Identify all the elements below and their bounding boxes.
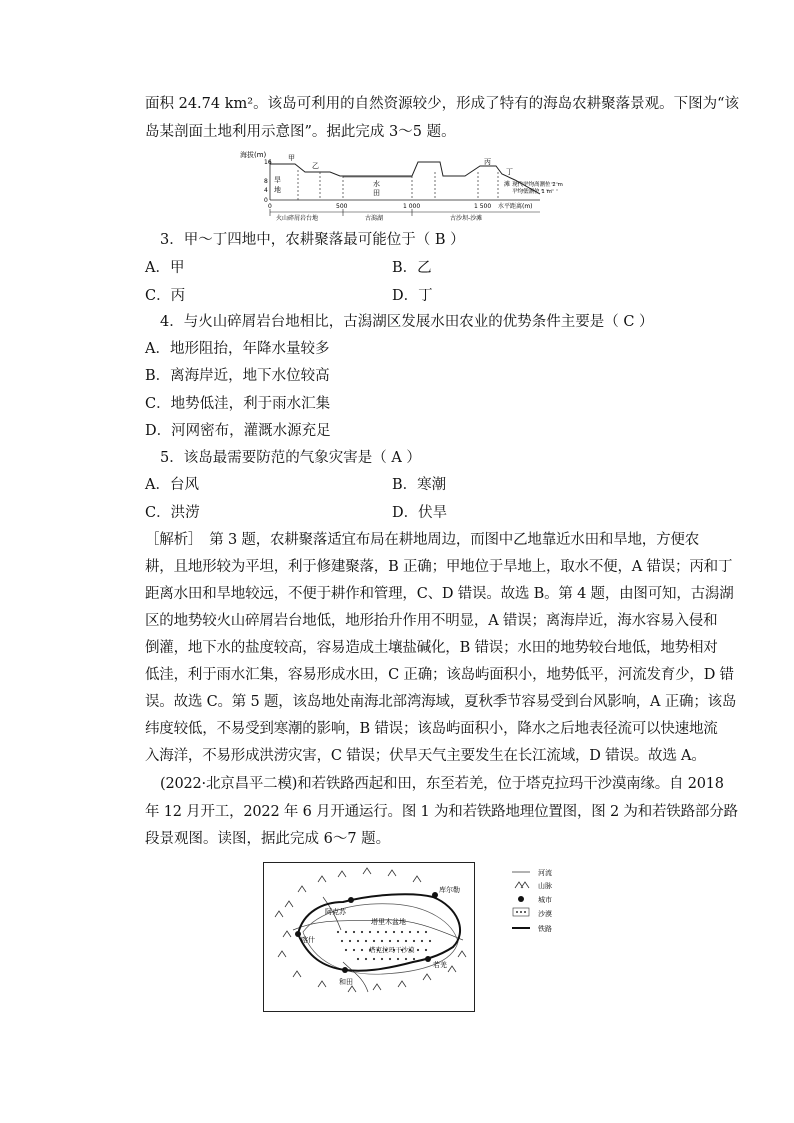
q3-stem: 3．甲～丁四地中，农耕聚落最可能位于（ B ） [160, 232, 465, 248]
profile-label-dry1: 旱 [274, 176, 281, 184]
profile-label-beach: 滩 [504, 181, 511, 188]
legend-label: 沙漠 [538, 910, 552, 918]
profile-x-tick: 1 000 [403, 203, 421, 210]
legend-mountain-symbol [515, 882, 529, 888]
region-label: 塔克拉玛干沙漠 [369, 946, 415, 954]
city-label: 和田 [339, 978, 353, 986]
q4-option-c: C．地势低洼，利于雨水汇集 [145, 396, 331, 412]
city-marker [342, 967, 348, 973]
analysis-line: 耕，且地形较为平坦，利于修建聚落，B 正确；甲地位于旱地上，取水不便，A 错误；丙和丁 [145, 559, 733, 575]
hetian-ruoqiang-railway-map [263, 862, 475, 1012]
q4-option-b: B．离海岸近，地下水位较高 [145, 368, 330, 384]
profile-label-bing: 丙 [484, 158, 491, 166]
profile-label-yi: 乙 [312, 162, 319, 170]
profile-label-paddy2: 田 [373, 189, 380, 197]
city-marker [348, 897, 354, 903]
region-label: 塔里木盆地 [371, 918, 406, 926]
city-label: 阿克苏 [325, 908, 346, 916]
q5-option-a: A．台风 [145, 477, 199, 493]
profile-label-jia: 甲 [288, 154, 295, 162]
intro2-line: 年 12 月开工，2022 年 6 月开通运行。图 1 为和若铁路地理位置图，图 2 为和若铁路部分路 [145, 804, 738, 820]
q3-option-d: D．丁 [392, 288, 433, 304]
profile-label-paddy1: 水 [373, 180, 380, 188]
profile-y-tick: 8 [264, 178, 268, 185]
zone-label: 火山碎屑岩台地 [276, 215, 319, 222]
analysis-line: 入海洋，不易形成洪涝灾害，C 错误；伏旱天气主要发生在长江流域，D 错误。故选 A。 [145, 748, 706, 764]
analysis-line: 误。故选 C。第 5 题，该岛地处南海北部湾海域，夏秋季节容易受到台风影响，A 正确；该岛 [145, 694, 737, 710]
q3-option-a: A．甲 [145, 260, 185, 276]
analysis-line: 低洼，利于雨水汇集，容易形成水田，C 正确；该岛屿面积小，地势低平，河流发育少，D 错 [145, 667, 734, 683]
city-marker [432, 892, 438, 898]
q3-option-b: B．乙 [392, 260, 432, 276]
analysis-line: 距离水田和旱地较远，不便于耕作和管理，C、D 错误。故选 B。第 4 题，由图可知，古潟湖 [145, 586, 734, 602]
city-marker [425, 956, 431, 962]
q5-option-b: B．寒潮 [392, 477, 447, 493]
map-legend [512, 866, 572, 936]
land-use-profile-figure [240, 150, 580, 222]
city-label: 若羌 [433, 961, 447, 969]
q5-option-d: D．伏旱 [392, 505, 448, 521]
zone-label: 古潟湖 [365, 215, 384, 222]
zone-label: 古沙坝-沙滩 [450, 215, 483, 222]
legend-label: 河流 [538, 869, 552, 877]
legend-label: 城市 [538, 896, 552, 904]
legend-label: 铁路 [538, 925, 552, 933]
profile-x-tick: 0 [268, 203, 272, 210]
q5-stem: 5．该岛最需要防范的气象灾害是（ A ） [160, 450, 421, 466]
q4-option-d: D．河网密布，灌溉水源充足 [145, 423, 331, 439]
legend-city-symbol [518, 896, 524, 902]
sea-level-high: 现代平均高潮位 2 m [512, 182, 563, 188]
profile-x-tick: 500 [336, 203, 348, 210]
intro2-line: (2022·北京昌平二模)和若铁路西起和田，东至若羌，位于塔克拉玛干沙漠南缘。自 2018 [160, 776, 724, 792]
profile-x-axis-label: 水平距离(m) [498, 203, 533, 210]
sea-level-low: 平均低潮位 1 m [512, 189, 552, 195]
analysis-line: ［解析］ 第 3 题，农耕聚落适宜布局在耕地周边，而图中乙地靠近水田和旱地，方便农 [145, 532, 699, 548]
intro-line-2: 岛某剖面土地利用示意图”。据此完成 3～5 题。 [145, 124, 456, 140]
q4-option-a: A．地形阻抬，年降水量较多 [145, 341, 330, 357]
legend-label: 山脉 [538, 882, 552, 890]
profile-label-dry2: 地 [274, 186, 281, 194]
q5-option-c: C．洪涝 [145, 505, 200, 521]
analysis-line: 纬度较低，不易受到寒潮的影响，B 错误；该岛屿面积小，降水之后地表径流可以快速地流 [145, 721, 718, 737]
profile-y-axis-label: 海拔(m) [240, 151, 267, 159]
q4-stem: 4．与火山碎屑岩台地相比，古潟湖区发展水田农业的优势条件主要是（ C ） [160, 314, 654, 330]
intro-line-1: 面积 24.74 km²。该岛可利用的自然资源较少，形成了特有的海岛农耕聚落景观。下图为“该 [145, 96, 739, 112]
intro2-line: 段景观图。读图，据此完成 6～7 题。 [145, 831, 391, 847]
profile-x-tick: 1 500 [474, 203, 492, 210]
city-label: 库尔勒 [439, 886, 460, 894]
q3-option-c: C．丙 [145, 288, 186, 304]
analysis-line: 区的地势较火山碎屑岩台地低，地形抬升作用不明显，A 错误；离海岸近，海水容易入侵和 [145, 613, 718, 629]
analysis-line: 倒灌，地下水的盐度较高，容易造成土壤盐碱化，B 错误；水田的地势较台地低，地势相对 [145, 640, 718, 656]
terrain-profile-line [270, 162, 540, 194]
profile-label-ding: 丁 [506, 168, 513, 176]
profile-y-tick: 0 [264, 197, 268, 204]
profile-y-tick: 16 [264, 159, 272, 166]
city-label: 喀什 [301, 936, 315, 944]
profile-y-tick: 4 [264, 187, 268, 194]
